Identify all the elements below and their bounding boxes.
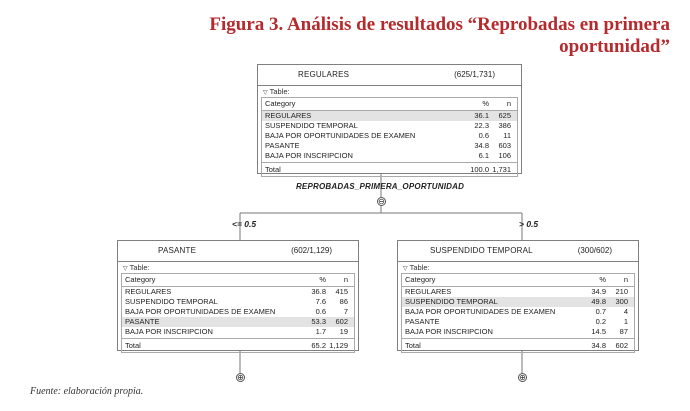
table-toggle[interactable]: ▽ Table: <box>403 263 430 272</box>
table-toggle[interactable]: ▽ Table: <box>263 87 290 96</box>
node-table <box>401 273 635 353</box>
figure-source: Fuente: elaboración propia. <box>30 386 144 397</box>
table-total-row: Total 100.0 1,731 <box>262 162 517 177</box>
table-row: PASANTE 53.3 602 <box>122 317 354 327</box>
expand-icon[interactable]: ⊕ <box>519 373 526 382</box>
table-row: BAJA POR INSCRIPCION 1.7 19 <box>125 327 348 336</box>
table-header: Category % n <box>122 274 354 287</box>
table-row: SUSPENDIDO TEMPORAL 7.6 86 <box>125 297 348 306</box>
table-row: BAJA POR INSCRIPCION 6.1 106 <box>265 151 511 160</box>
table-row: SUSPENDIDO TEMPORAL 22.3 386 <box>265 121 511 130</box>
node-count: (300/602) <box>577 246 612 255</box>
table-row: REGULARES 36.1 625 <box>262 111 517 121</box>
table-row: PASANTE 0.2 1 <box>405 317 628 326</box>
table-row: SUSPENDIDO TEMPORAL 49.8 300 <box>402 297 634 307</box>
node-count: (602/1,129) <box>291 246 332 255</box>
collapse-icon[interactable]: ⊖ <box>378 197 385 206</box>
table-total-row: Total 65.2 1,129 <box>122 338 354 353</box>
table-toggle[interactable]: ▽ Table: <box>123 263 150 272</box>
table-header: Category % n <box>262 98 517 111</box>
table-row: REGULARES 34.9 210 <box>405 287 628 296</box>
table-row: BAJA POR OPORTUNIDADES DE EXAMEN 0.6 7 <box>125 307 348 316</box>
branch-label-right: > 0.5 <box>519 219 539 229</box>
node-name: SUSPENDIDO TEMPORAL <box>430 246 533 255</box>
root-node[interactable] <box>257 64 522 174</box>
table-header: Category % n <box>402 274 634 287</box>
left-node[interactable] <box>117 240 359 351</box>
triangle-down-icon: ▽ <box>123 266 128 272</box>
branch-label-left: <= 0.5 <box>232 219 257 229</box>
table-row: BAJA POR OPORTUNIDADES DE EXAMEN 0.6 11 <box>265 131 511 140</box>
table-row: REGULARES 36.8 415 <box>125 287 348 296</box>
table-row: PASANTE 34.8 603 <box>265 141 511 150</box>
expand-icon[interactable]: ⊕ <box>237 373 244 382</box>
figure-title: Figura 3. Análisis de resultados “Reprobadas en primera oportunidad” <box>209 14 670 57</box>
table-total-row: Total 34.8 602 <box>402 338 634 353</box>
table-row: BAJA POR OPORTUNIDADES DE EXAMEN 0.7 4 <box>405 307 628 316</box>
triangle-down-icon: ▽ <box>403 266 408 272</box>
table-row: BAJA POR INSCRIPCION 14.5 87 <box>405 327 628 336</box>
node-name: PASANTE <box>158 246 197 255</box>
node-table <box>261 97 518 177</box>
node-count: (625/1,731) <box>454 70 495 79</box>
node-table <box>121 273 355 353</box>
right-node[interactable] <box>397 240 639 351</box>
split-variable-label: REPROBADAS_PRIMERA_OPORTUNIDAD <box>295 182 465 191</box>
triangle-down-icon: ▽ <box>263 90 268 96</box>
node-name: REGULARES <box>298 70 350 79</box>
